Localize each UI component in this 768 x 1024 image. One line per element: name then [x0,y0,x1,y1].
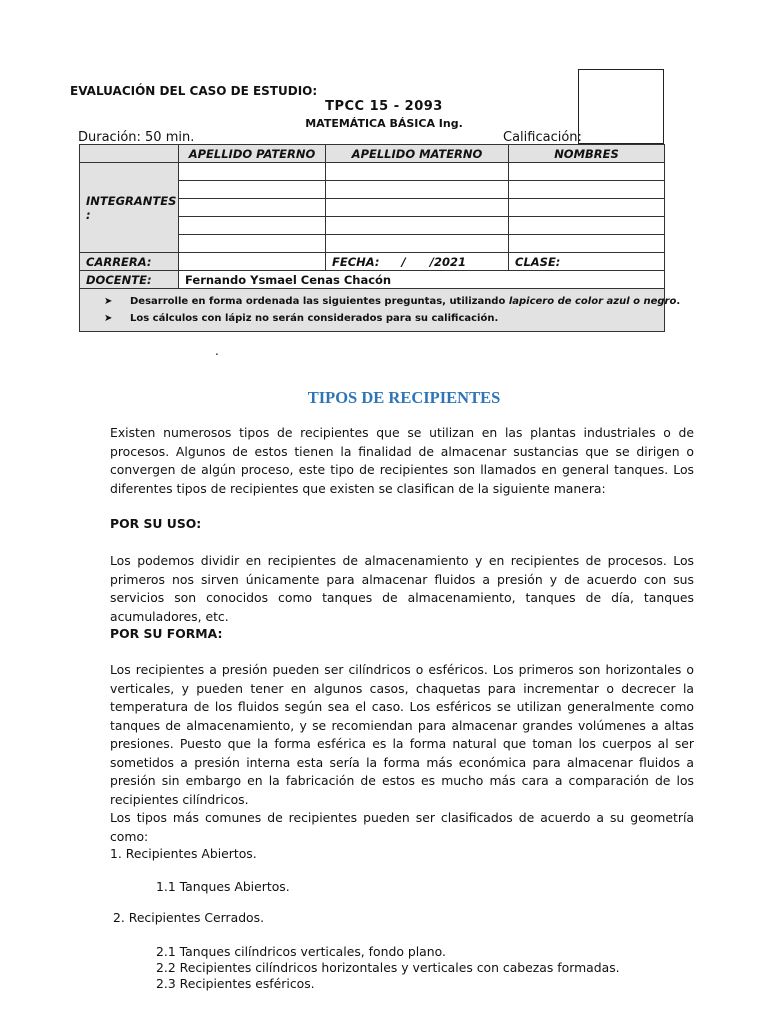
student-info-table [79,144,681,332]
clase-label: CLASE: [515,254,561,269]
stray-dot: . [215,344,219,358]
member-1-nombres-cell[interactable] [509,163,665,181]
member-2-apellido-materno-cell[interactable] [326,181,509,199]
member-1-apellido-paterno-cell[interactable] [179,163,326,181]
intro-paragraph: Existen numerosos tipos de recipientes que se utilizan en las plantas industriales o de procesos. Algunos de estos tienen la finalidad de almacenar sustancias que se dirigen o convergen de algún proceso, este tipo de recipientes son llamados en general tanques. Los diferentes tipos de recipientes que existen se clasifican de la siguiente manera: [110,425,694,496]
clase-cell[interactable] [509,253,665,271]
section-uso-paragraph: Los podemos dividir en recipientes de almacenamiento y en recipientes de procesos. Los primeros nos sirven únicamente para almacenar fluidos a presión y de acuerdo con sus servicios son conocidos como tanques de almacenamiento, tanques de día, tanques acumuladores, etc. [110,553,694,624]
fecha-label: FECHA: [332,254,380,269]
member-3-apellido-paterno-cell[interactable] [179,199,326,217]
list-item: 1.1 Tanques Abiertos. [156,879,290,894]
column-header-apellido-materno: APELLIDO MATERNO [326,145,509,163]
list-item: 1. Recipientes Abiertos. [110,846,257,861]
member-5-nombres-cell[interactable] [509,235,665,253]
fecha-value: / /2021 [401,254,466,269]
table-corner-cell [80,145,179,163]
list-item: 2.3 Recipientes esféricos. [156,976,315,991]
document-title: TIPOS DE RECIPIENTES [307,388,501,407]
list-item: 2. Recipientes Cerrados. [113,910,265,925]
course-code: TPCC 15 - 2093 [325,99,443,114]
instructions-box [80,289,681,332]
carrera-label: CARRERA: [80,253,179,271]
instruction-item: ➤ Los cálculos con lápiz no serán considerados para su calificación. [104,310,640,327]
course-name: MATEMÁTICA BÁSICA Ing. [305,117,463,130]
carrera-value-cell[interactable] [179,253,326,271]
member-4-apellido-materno-cell[interactable] [326,217,509,235]
member-3-nombres-cell[interactable] [509,199,665,217]
member-4-apellido-paterno-cell[interactable] [179,217,326,235]
member-2-nombres-cell[interactable] [509,181,665,199]
member-4-nombres-cell[interactable] [509,217,665,235]
section-heading-forma: POR SU FORMA: [110,626,223,641]
types-intro-paragraph: Los tipos más comunes de recipientes pueden ser clasificados de acuerdo a su geometría como: [110,810,694,844]
member-2-apellido-paterno-cell[interactable] [179,181,326,199]
docente-value: Fernando Ysmael Cenas Chacón [179,271,665,289]
grade-box[interactable] [578,69,664,144]
arrow-bullet-icon: ➤ [104,313,113,324]
member-5-apellido-paterno-cell[interactable] [179,235,326,253]
section-heading-uso: POR SU USO: [110,516,202,531]
list-item: 2.2 Recipientes cilíndricos horizontales y verticales con cabezas formadas. [156,960,620,975]
duration-label: Duración: 50 min. [78,130,195,145]
grade-label: Calificación: [503,130,582,145]
column-header-apellido-paterno: APELLIDO PATERNO [179,145,326,163]
integrantes-label: INTEGRANTES : [80,163,179,253]
member-5-apellido-materno-cell[interactable] [326,235,509,253]
instruction-item: ➤ Desarrolle en forma ordenada las siguientes preguntas, utilizando lapicero de color azul o negro. [104,293,640,310]
fecha-cell[interactable] [326,253,509,271]
evaluation-title: EVALUACIÓN DEL CASO DE ESTUDIO: [70,84,318,98]
member-3-apellido-materno-cell[interactable] [326,199,509,217]
docente-label: DOCENTE: [80,271,179,289]
member-1-apellido-materno-cell[interactable] [326,163,509,181]
column-header-nombres: NOMBRES [509,145,665,163]
arrow-bullet-icon: ➤ [104,296,113,307]
list-item: 2.1 Tanques cilíndricos verticales, fondo plano. [156,944,446,959]
section-forma-paragraph: Los recipientes a presión pueden ser cilíndricos o esféricos. Los primeros son horizontales o verticales, y pueden tener en algunos casos, chaquetas para incrementar o decrecer la temperatura de los fluidos según sea el caso. Los esféricos se utilizan generalmente como tanques de almacenamiento, y se recomiendan para almacenar grandes volúmenes a altas presiones. Puesto que la forma esférica es la forma natural que toman los cuerpos al ser sometidos a presión interna esta sería la forma más económica para almacenar fluidos a presión sin embargo en la fabricación de estos es mucho más cara a comparación de los recipientes cilíndricos. [110,662,694,807]
